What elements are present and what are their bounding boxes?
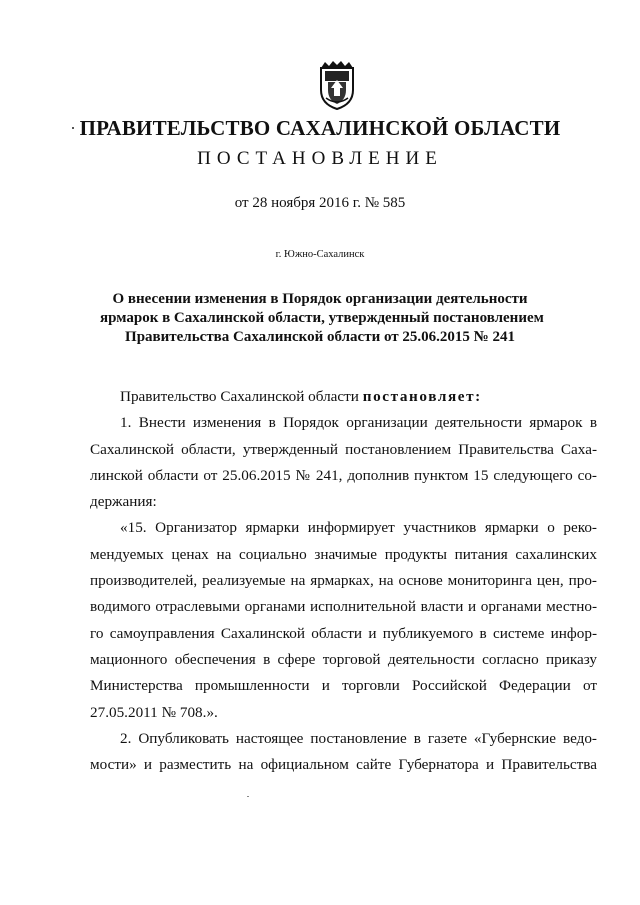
document-date-number: от 28 ноября 2016 г. № 585 [234,195,406,211]
body-line: 2. Опубликовать настоящее постановление в газете «Губернские ведо- [120,729,597,747]
document-type: ПОСТАНОВЛЕНИЕ [197,148,443,169]
body-line: Министерства промышленности и торговли Российской Федерации от [90,677,597,695]
scan-speck [247,796,249,797]
body-line: водимого отраслевыми органами исполнительной власти и органами местно- [90,598,597,616]
body-line: 1. Внести изменения в Порядок организации деятельности ярмарок в [120,414,597,432]
coat-of-arms-icon [319,60,355,110]
document-subject [100,290,544,347]
subject-line: Правительства Сахалинской области от 25.06.2015 № 241 [125,329,515,345]
body-line: держания: [90,493,157,511]
body-line: мости» и разместить на официальном сайте Губернатора и Правительства [90,756,597,774]
body-line: Сахалинской области, утвержденный постановлением Правительства Саха- [90,440,597,458]
body-line: производителей, реализуемые на ярмарках, на основе мониторинга цен, про- [90,572,597,590]
government-title: ПРАВИТЕЛЬСТВО САХАЛИНСКОЙ ОБЛАСТИ [79,116,561,140]
body-line: го самоуправления Сахалинской области и публикуемого в системе инфор- [90,624,597,642]
subject-line: О внесении изменения в Порядок организации деятельности [112,291,528,307]
body-line: мендуемых ценах на социально значимые продукты питания сахалинских [90,545,597,563]
body-line: мационного обеспечения в сфере торговой деятельности согласно приказу [90,650,597,668]
preamble-paragraph [90,384,597,410]
body-line: линской области от 25.06.2015 № 241, дополнив пунктом 15 следующего со- [90,466,597,484]
body-line: «15. Организатор ярмарки информирует участников ярмарки о реко- [120,519,597,537]
decree-word: постановляет: [362,388,482,405]
preamble-text: Правительство Сахалинской области [120,388,359,405]
body-line: 27.05.2011 № 708.». [90,703,218,721]
document-city: г. Южно-Сахалинск [275,249,365,260]
document-body [90,384,597,778]
subject-line: ярмарок в Сахалинской области, утвержденный постановлением [100,310,544,326]
